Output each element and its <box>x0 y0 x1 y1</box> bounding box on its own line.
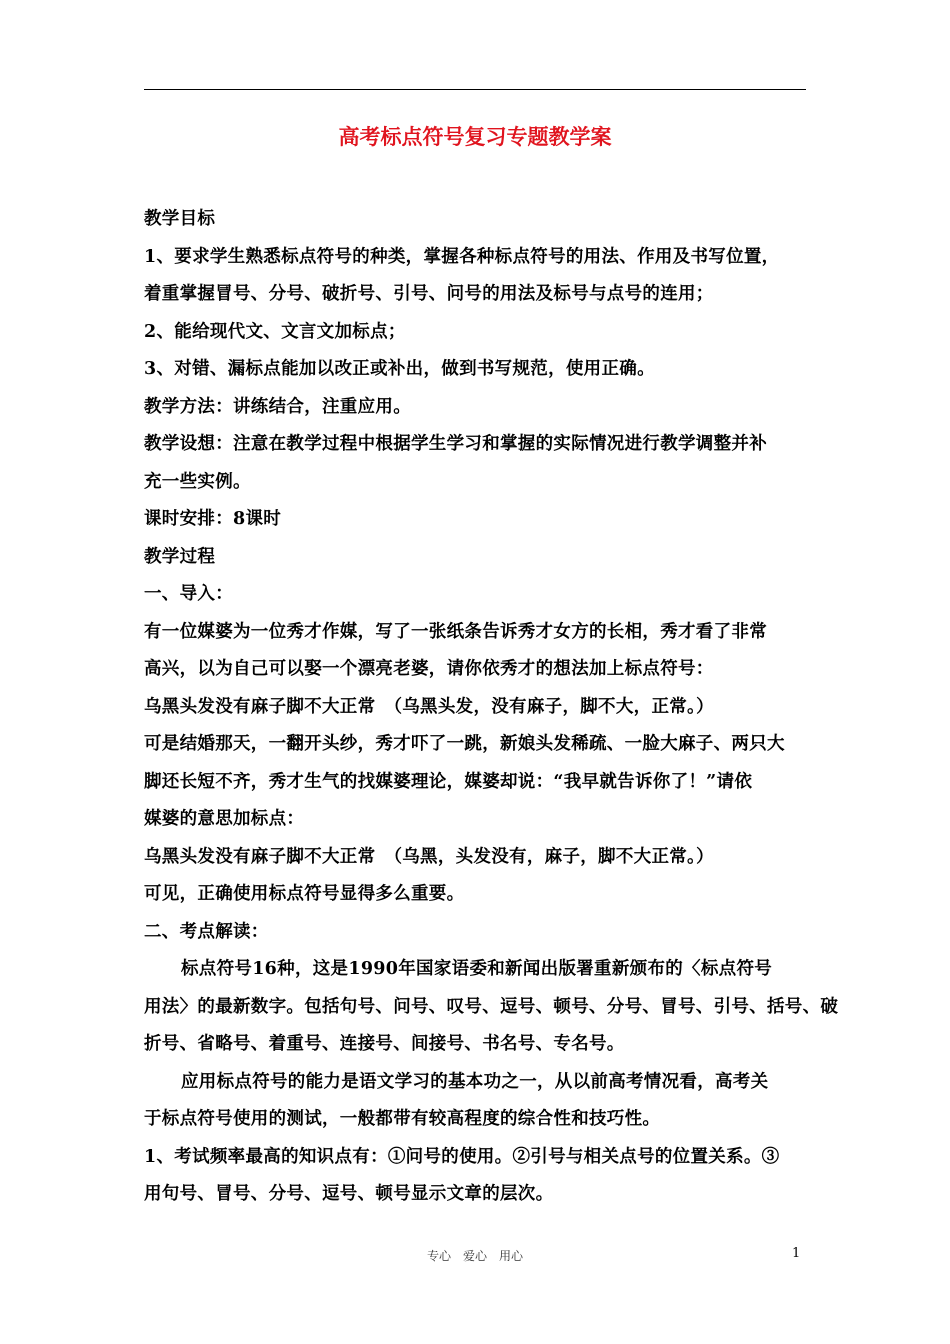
document-title: 高考标点符号复习专题教学案 <box>338 124 612 149</box>
document-body <box>144 201 839 1214</box>
body-line: 用句号、冒号、分号、逗号、顿号显示文章的层次。 <box>144 1184 554 1204</box>
body-line: 可见，正确使用标点符号显得多么重要。 <box>144 884 465 904</box>
body-line: 标点符号16种，这是1990年国家语委和新闻出版署重新颁布的〈标点符号 <box>181 959 773 979</box>
section-heading-intro: 一、导入： <box>144 584 233 604</box>
body-line: 乌黑头发没有麻子脚不大正常 （乌黑，头发没有，麻子，脚不大正常。） <box>144 846 714 867</box>
body-line: 充一些实例。 <box>144 471 251 492</box>
section-heading-process: 教学过程 <box>144 546 216 567</box>
body-line: 高兴，以为自己可以娶一个漂亮老婆，请你依秀才的想法加上标点符号： <box>144 659 714 679</box>
page-number: 1 <box>792 1246 801 1261</box>
body-line: 有一位媒婆为一位秀才作媒，写了一张纸条告诉秀才女方的长相，秀才看了非常 <box>144 621 767 642</box>
body-line: 乌黑头发没有麻子脚不大正常 （乌黑头发，没有麻子，脚不大，正常。） <box>144 696 714 717</box>
body-line: 于标点符号使用的测试，一般都带有较高程度的综合性和技巧性。 <box>144 1109 661 1129</box>
body-line: 3、对错、漏标点能加以改正或补出，做到书写规范，使用正确。 <box>144 359 655 379</box>
body-line: 课时安排：8课时 <box>144 509 282 529</box>
body-line: 教学设想：注意在教学过程中根据学生学习和掌握的实际情况进行教学调整并补 <box>144 434 767 454</box>
body-line: 教学方法：讲练结合，注重应用。 <box>144 396 411 417</box>
footer-slogan: 专心 爱心 用心 <box>426 1249 523 1263</box>
section-heading-analysis: 二、考点解读： <box>144 921 269 942</box>
body-line: 用法〉的最新数字。包括句号、问号、叹号、逗号、顿号、分号、冒号、引号、括号、破 <box>144 996 839 1017</box>
body-line: 可是结婚那天，一翻开头纱，秀才吓了一跳，新娘头发稀疏、一脸大麻子、两只大 <box>144 734 785 754</box>
body-line: 折号、省略号、着重号、连接号、间接号、书名号、专名号。 <box>144 1034 625 1054</box>
body-line: 2、能给现代文、文言文加标点； <box>144 321 406 342</box>
body-line: 1、要求学生熟悉标点符号的种类，掌握各种标点符号的用法、作用及书写位置， <box>144 246 780 267</box>
body-line: 着重掌握冒号、分号、破折号、引号、问号的用法及标号与点号的连用； <box>144 284 714 304</box>
body-line: 脚还长短不齐，秀才生气的找媒婆理论，媒婆却说：“我早就告诉你了！”请依 <box>144 771 753 792</box>
section-heading-objectives: 教学目标 <box>144 209 216 229</box>
header-rule <box>144 89 806 90</box>
body-line: 媒婆的意思加标点： <box>144 809 305 829</box>
body-line: 1、考试频率最高的知识点有：①问号的使用。②引号与相关点号的位置关系。③ <box>144 1146 780 1167</box>
body-line: 应用标点符号的能力是语文学习的基本功之一，从以前高考情况看，高考关 <box>181 1071 769 1092</box>
